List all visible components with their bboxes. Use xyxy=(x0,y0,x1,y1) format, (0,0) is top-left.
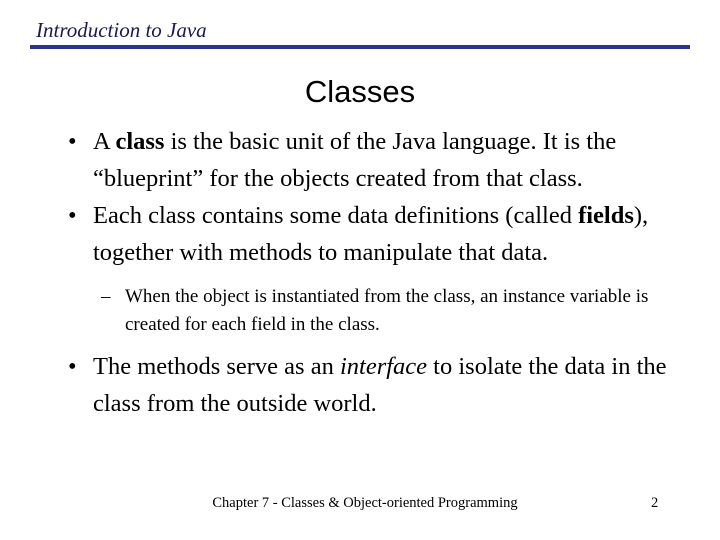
slide-title-text: Classes xyxy=(304,74,416,109)
slide-content xyxy=(68,124,688,422)
bullet-text: ), together with methods to manipulate that data. xyxy=(93,202,649,266)
footer-text: Chapter 7 - Classes & Object-oriented Programming xyxy=(212,495,518,511)
bullet-marker: • xyxy=(68,202,77,229)
bullet-marker: • xyxy=(68,353,77,380)
bullet-text: to isolate the data in the class from the outside world. xyxy=(93,353,667,417)
header-divider xyxy=(30,45,690,49)
bullet-text: The methods serve as an xyxy=(93,353,340,380)
bullet-text: A xyxy=(93,128,116,155)
slide-title xyxy=(0,74,720,110)
bullet-term: class xyxy=(115,128,165,155)
bullet-item xyxy=(68,198,688,271)
sub-bullet-text: When the object is instantiated from the class, an instance variable is created for each field in the class. xyxy=(125,286,649,335)
sub-bullet-marker: – xyxy=(101,286,111,307)
bullet-item xyxy=(68,349,688,422)
sub-bullet-item xyxy=(68,283,688,339)
header-title: Introduction to Java xyxy=(36,18,207,42)
bullet-marker: • xyxy=(68,128,77,155)
bullet-term: fields xyxy=(578,202,634,229)
bullet-item xyxy=(68,124,688,197)
bullet-text: is the basic unit of the Java language. It is the “blueprint” for the objects created from that class. xyxy=(93,128,617,192)
page-number: 2 xyxy=(651,495,659,511)
bullet-text: Each class contains some data definitions (called xyxy=(93,202,579,229)
bullet-term: interface xyxy=(339,353,428,380)
